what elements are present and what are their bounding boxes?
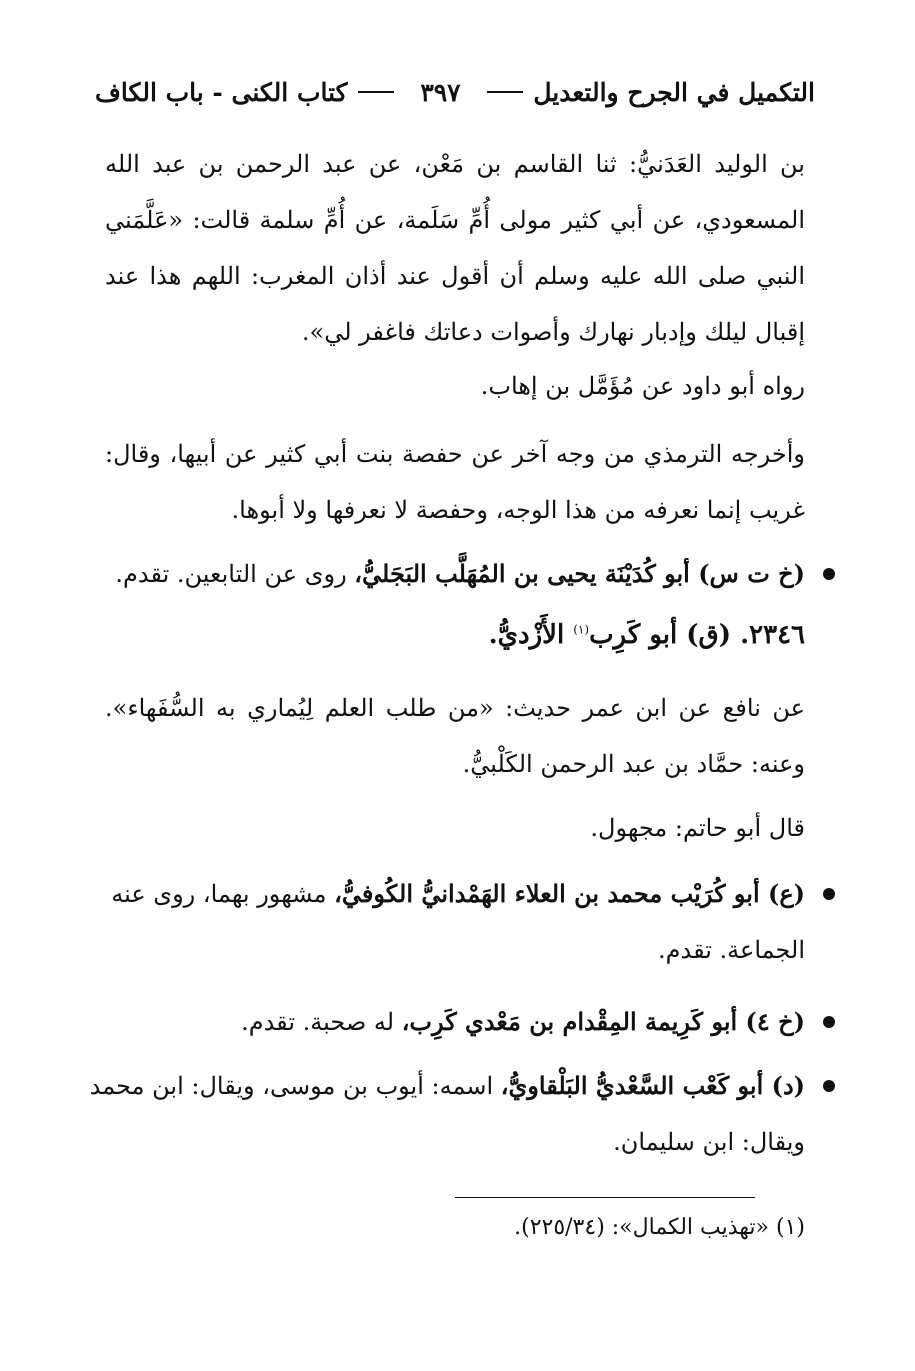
running-header [95,72,815,112]
page-number: ٣٩٧ [420,77,461,107]
bullet-icon [823,568,835,580]
entry-name-tail: الأَزْديُّ. [488,620,574,650]
bullet-entry-abu-kudayna [75,546,805,602]
header-book-title: التكميل في الجرح والتعديل [533,77,815,107]
footnote-divider [455,1197,755,1198]
bullet-entry-abu-kab [75,1058,805,1170]
header-book-title-group [487,78,815,107]
paragraph-nafi: عن نافع عن ابن عمر حديث: «من طلب العلم لِيُماري به السُّفَهاء». وعنه: حمَّاد بن عبد الرحمن الكَلْبيُّ. [105,694,805,778]
entry-number-name: ٢٣٤٦. (ق) أبو كَرِب [589,620,805,650]
entry-note: له صحبة. تقدم. [241,1008,402,1036]
bullet-icon [823,1016,835,1028]
entry-name: (خ ت س) أبو كُدَيْنَة يحيى بن المُهَلَّب البَجَليُّ، [354,559,805,588]
entry-heading-2346 [489,620,805,650]
entry-note: اسمه: أيوب بن موسى، ويقال: ابن محمد ويقال: ابن سليمان. [89,1072,805,1156]
paragraph-tirmidhi: وأخرجه الترمذي من وجه آخر عن حفصة بنت أبي كثير عن أبيها، وقال: غريب إنما نعرفه من هذا الوجه، وحفصة لا نعرفها ولا أبوها. [105,440,805,524]
bullet-icon [823,888,835,900]
entry-name: (ع) أبو كُرَيْب محمد بن العلاء الهَمْدانيُّ الكُوفيُّ، [334,879,805,908]
header-rule [358,91,394,93]
header-section-group [95,78,394,107]
bullet-entry-abu-kurayb [75,866,805,978]
paragraph-hadith: بن الوليد العَدَنيُّ: ثنا القاسم بن مَعْن، عن عبد الرحمن بن عبد الله المسعودي، عن أبي كثير مولى أُمِّ سَلَمة، عن أُمِّ سلمة قالت: «عَلَّمَني النبي صلى الله عليه وسلم أن أقول عند أذان المغرب: اللهم هذا عند إقبال ليلك وإدبار نهارك وأصوات دعاتك فاغفر لي». [105,150,805,346]
entry-name: (خ ٤) أبو كَرِيمة المِقْدام بن مَعْدي كَرِب، [401,1007,805,1036]
bullet-entry-abu-karima [75,994,805,1050]
paragraph-abu-dawud: رواه أبو داود عن مُؤَمَّل بن إهاب. [480,372,805,400]
entry-name: (د) أبو كَعْب السَّعْديُّ البَلْقاويُّ، [500,1071,805,1100]
footnote: (١) «تهذيب الكمال»: (٢٢٥/٣٤). [514,1215,805,1240]
header-section: كتاب الكنى - باب الكاف [95,77,348,107]
entry-note: مشهور بهما، روى عنه الجماعة. تقدم. [111,880,805,964]
entry-note: روى عن التابعين. تقدم. [115,560,355,588]
footnote-marker: (١) [573,622,590,637]
bullet-icon [823,1080,835,1092]
header-rule [487,91,523,93]
paragraph-abu-hatim: قال أبو حاتم: مجهول. [590,814,805,842]
